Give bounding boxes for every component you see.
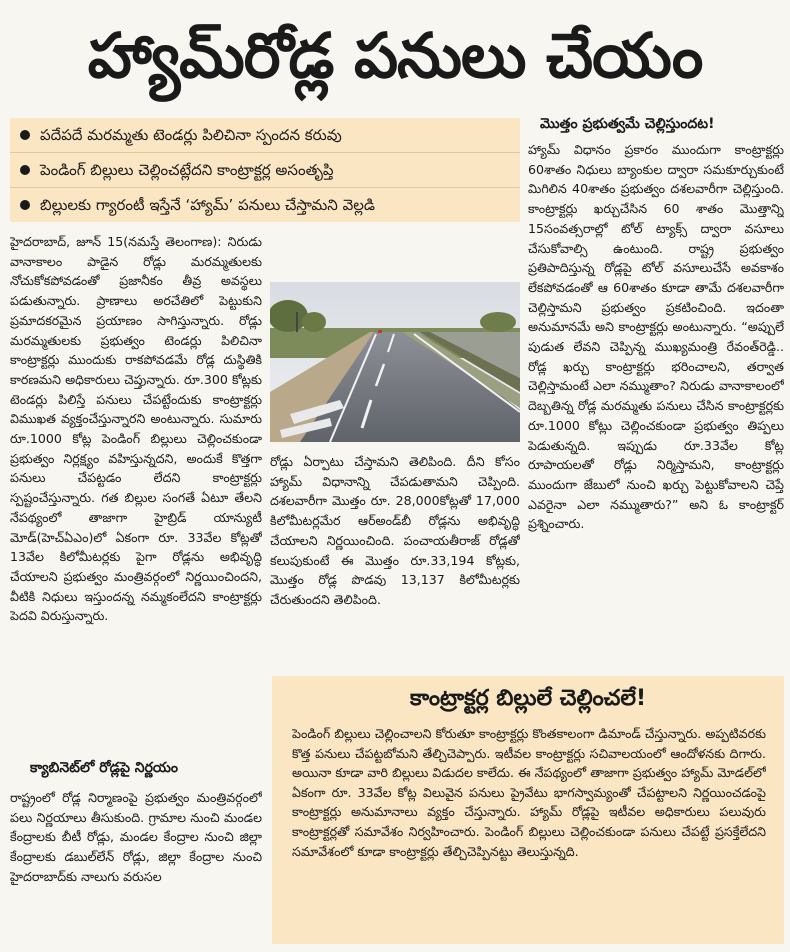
highlight-text: బిల్లులకు గ్యారంటీ ఇస్తేనే ‘హ్యామ్’ పనులు చేస్తామని వెల్లడి [40,196,375,214]
article-paragraph: రాష్ట్రంలో రోడ్ల నిర్మాణంపై ప్రభుత్వం మంత్రివర్గంలో పలు నిర్ణయాలు తీసుకుంది. గ్రామాల నుంచి మండల కేంద్రాలకు బీటీ రోడ్లు, మండల కేంద్రాల నుంచి జిల్లా కేంద్రాలకు డబుల్‌లేన్ రోడ్లు, జిల్లా కేంద్రాల నుంచి హైదరాబాద్‌కు నాలుగు వరుసల [10,790,262,884]
highway-photo-icon [270,282,520,442]
article-column-2 [270,452,520,662]
highlight-item [10,152,520,187]
article-column-1 [10,232,262,758]
highlights-panel [10,118,520,222]
highlight-text: పదేపదే మరమ్మతు టెండర్లు పిలిచినా స్పందన కరువు [40,126,342,144]
article-column-3 [528,140,784,666]
cabinet-subheading: క్యాబినెట్‌లో రోడ్లపై నిర్ణయం [30,760,179,776]
sidebar-box [272,676,784,944]
highlight-item [10,187,520,222]
bullet-icon [20,165,30,175]
bullet-icon [20,130,30,140]
article-paragraph: హ్యామ్ విధానం ప్రకారం ముందుగా కాంట్రాక్టర్లు 60శాతం నిధులు బ్యాంకుల ద్వారా సమకూర్చుకుంటే మిగిలిన 40శాతం ప్రభుత్వం దశలవారీగా చెల్లిస్తుంది. కాంట్రాక్టర్లు ఖర్చుచేసిన 60 శాతం మొత్తాన్ని 15సంవత్సరాల్లో టోల్ ట్యాక్స్ ద్వారా వసూలు చేసుకోవాల్సి ఉంటుంది. రాష్ట్ర ప్రభుత్వం ప్రతిపాదిస్తున్న రోడ్లపై టోల్ వసూలుచేసే అవకాశం లేకపోవడంతో ఆ 60శాతం కూడా తామే దశలవారీగా చెల్లిస్తామని ప్రభుత్వం ప్రకటించింది. ఇదంతా అనుమానమే అని కాంట్రాక్టర్లు అంటున్నారు. “అప్పులే పుడుత లేవని చెప్పిన్న ముఖ్యమంత్రి రేవంత్‌రెడ్డి.. రోడ్ల ఖర్చు కాంట్రాక్టర్లు భరించాలని, తర్వాత చెల్లిస్తామంటే ఎలా నమ్ముతాం? నిరుడు వానాకాలంలో దెబ్బతిన్న రోడ్ల మరమ్మతు పనులు చేసిన కాంట్రాక్టర్లకు రూ.1000 కోట్లు చెల్లించకుండా ప్రభుత్వం తిప్పలు పెడుతున్నది. ఇప్పుడు రూ.33వేల కోట్ల రూపాయలతో రోడ్లు నిర్మిస్తామని, కాంట్రాక్టర్లు ముందుగా జేబులో నుంచి ఖర్చు పెట్టుకోవాలని చెప్తే ఎవరైనా ఎలా నమ్ముతారు?” అని ఓ కాంట్రాక్టర్ ప్రశ్నించారు. [528,142,784,532]
sidebar-box-text: పెండింగ్ బిల్లులు చెల్లించాలని కోరుతూ కాంట్రాక్టర్లు కొంతకాలంగా డిమాండ్ చేస్తున్నారు. అప్పటివరకు కొత్త పనులు చేపట్టబోమని తేల్చిచెప్పారు. ఇటీవల కాంట్రాక్టర్లు సచివాలయంలో ఆందోళనకు దిగారు. అయినా కూడా వారి బిల్లులు విడుదల కాలేదు. ఈ నేపథ్యంలో తాజాగా ప్రభుత్వం హ్యామ్ మోడల్‌లో ఏకంగా రూ. 33వేల కోట్ల విలువైన పనులు ప్రైవేటు భాగస్వామ్యంతో చేపట్టాలని నిర్ణయించడంపై కాంట్రాక్టర్లు అనుమానాలు వ్యక్తం చేస్తున్నారు. హ్యామ్ రోడ్లపై ఇటీవల అధికారులు పలువురు కాంట్రాక్టర్లతో సమావేశం నిర్వహించారు. పెండింగ్ బిల్లులు చెల్లించకుండా పనులు చేపట్టే ప్రసక్తేలేదని సమావేశంలో కూడా కాంట్రాక్టర్లు తేల్చిచెప్పినట్టు తెలుస్తున్నది. [292,726,766,859]
highlight-item [10,118,520,152]
article-column-1-continued [10,788,262,948]
headline: హ్యామ్‌రోడ్ల పనులు చేయం [87,19,703,92]
highway-photo [270,282,520,442]
highlight-text: పెండింగ్ బిల్లులు చెల్లించట్లేదని కాంట్రాక్టర్ల అసంతృప్తి [40,161,334,179]
govt-subheading: మొత్తం ప్రభుత్వమే చెల్లిస్తుందట! [540,116,715,132]
article-paragraph: రోడ్లు ఏర్పాటు చేస్తామని తెలిపింది. దీని కోసం హ్యామ్ విధానాన్ని చేపడుతామని చెప్పింది. దశలవారీగా మొత్తం రూ. 28,000కోట్లతో 17,000 కిలోమీటర్లమేర ఆర్అండ్‌బీ రోడ్లను అభివృద్ధి చేయాలని నిర్ణయించింది. పంచాయతీరాజ్ రోడ్లతో కలుపుకుంటే ఈ మొత్తం రూ.33,194 కోట్లకు, మొత్తం రోడ్ల పొడవు 13,137 కిలోమీటర్లకు చేరుతుందని తెలిపింది. [270,454,520,607]
sidebar-box-title: కాంట్రాక్టర్ల బిల్లులే చెల్లించలే! [410,686,646,711]
article-paragraph: హైదరాబాద్, జూన్ 15(నమస్తే తెలంగాణ): నిరుడు వానాకాలం పాడైన రోడ్లు మరమ్మతులకు నోచుకోకపోవడంతో ప్రజానీకం తీవ్ర అవస్థలు పడుతున్నారు. ప్రాణాలు అరచేతిలో పెట్టుకుని ప్రమాదకరమైన ప్రయాణం సాగిస్తున్నారు. రోడ్లు మరమ్మతులకు ప్రభుత్వం టెండర్లు పిలిచినా కాంట్రాక్టర్లు ముందుకు రాకపోవడమే రోడ్ల దుస్థితికి కారణమని అధికారులు చెప్తున్నారు. రూ.300 కోట్లకు టెండర్లు పిలిస్తే పనులు చేపట్టేందుకు కాంట్రాక్టర్లు విముఖత వ్యక్తంచేస్తున్నారని అంటున్నారు. సుమారు రూ.1000 కోట్ల పెండింగ్ బిల్లులు చెల్లించకుండా ప్రభుత్వం నిర్లక్ష్యం వహిస్తున్నదని, అందుకే కొత్తగా పనులు చేపట్టడం లేదని కాంట్రాక్టర్లు స్పష్టంచేస్తున్నారు. గత బిల్లుల సంగతే ఏటూ తేలని నేపథ్యంలో తాజాగా హైబ్రిడ్ యాన్యుటీ మోడ్(హెచ్ఏఎం)లో ఏకంగా రూ. 33వేల కోట్లతో 13వేల కిలోమీటర్లకు పైగా రోడ్లను అభివృద్ధి చేయాలని ప్రభుత్వం మంత్రివర్గంలో నిర్ణయించిందని, వీటికి నిధులు ఇస్తుందన్న నమ్మకంలేదని కాంట్రాక్టర్లు పెదవి విరుస్తున్నారు. [10,234,262,624]
bullet-icon [20,200,30,210]
